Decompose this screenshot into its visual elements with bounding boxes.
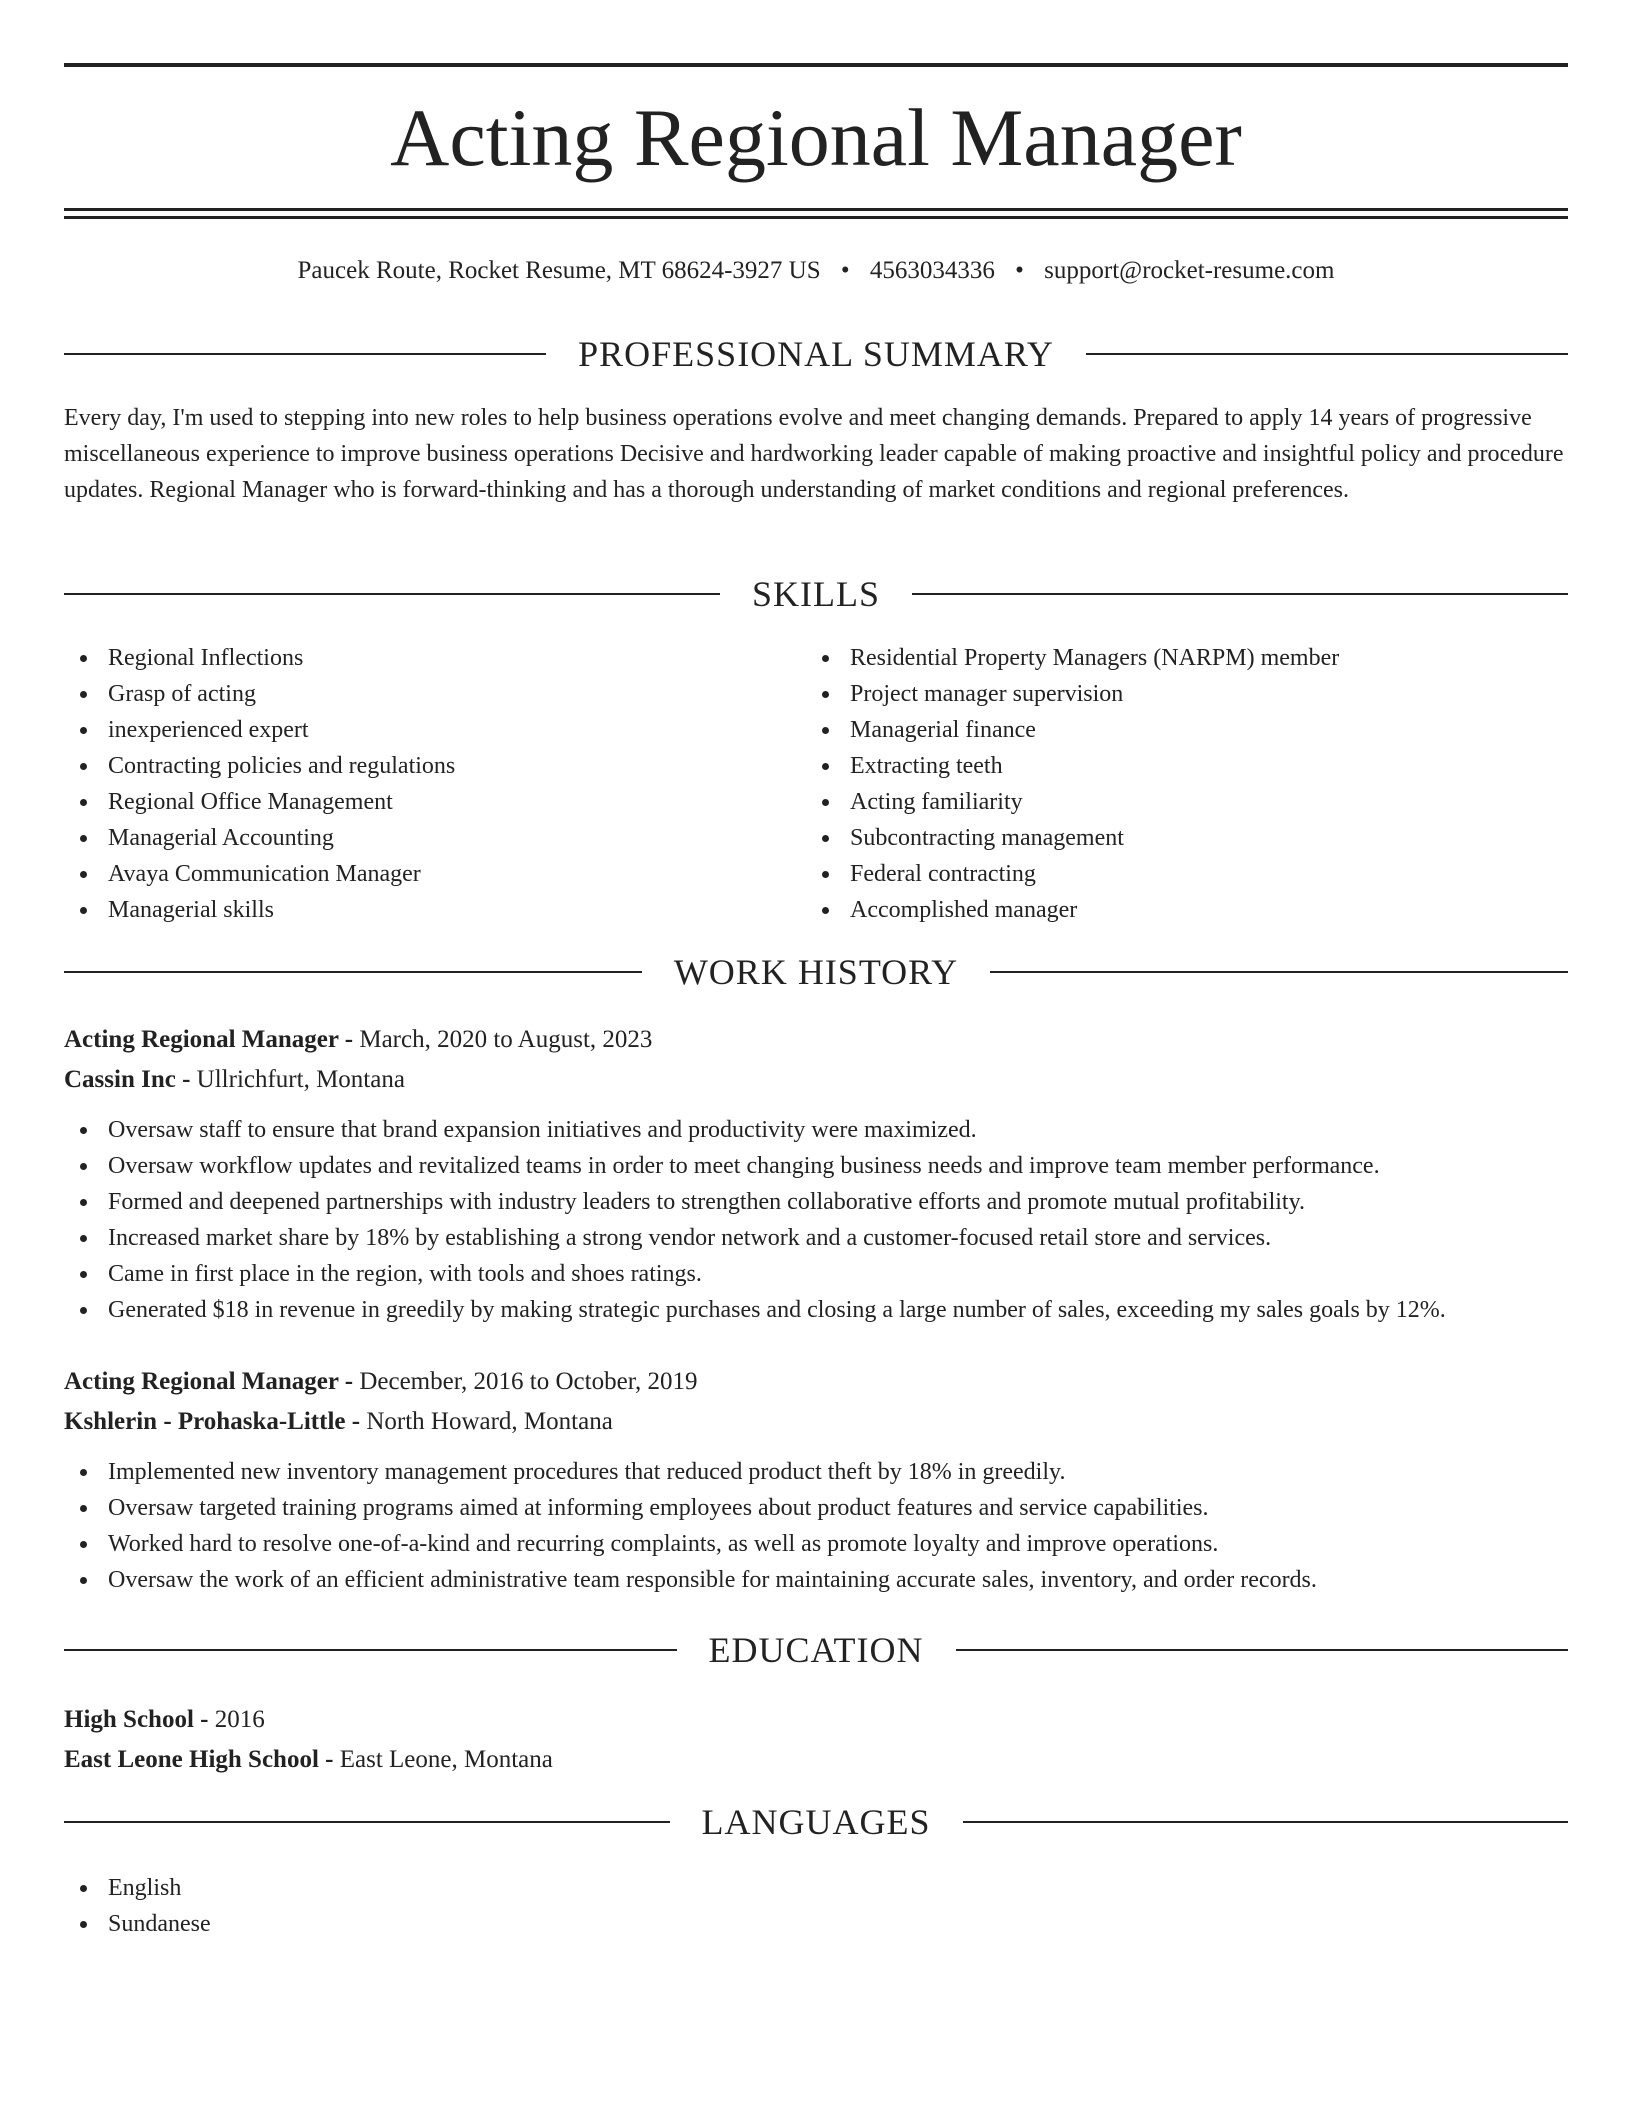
dash: - — [345, 1408, 367, 1435]
contact-email: support@rocket-resume.com — [1044, 257, 1335, 284]
skills-column-left — [64, 640, 806, 928]
education-school: East Leone High School — [64, 1746, 319, 1773]
languages-bullets — [64, 1870, 1568, 1942]
job-dates: March, 2020 to August, 2023 — [359, 1026, 653, 1053]
section-rule — [64, 593, 720, 595]
skill-item: Regional Office Management — [64, 784, 806, 820]
section-heading-summary — [64, 332, 1568, 376]
summary-text: Every day, I'm used to stepping into new roles to help business operations evolve and meet changing demands. Prepared to apply 14 years of progressive miscellaneous experience to improve business operations Decisive and hardworking leader capable of making proactive and insightful policy and procedure updates. Regional Manager who is forward-thinking and has a thorough understanding of market conditions and regional preferences. — [64, 405, 1564, 503]
job-title: Acting Regional Manager — [64, 1368, 339, 1395]
job-entry — [64, 1020, 1568, 1328]
skill-item: Regional Inflections — [64, 640, 806, 676]
dash: - — [338, 1368, 360, 1395]
job-entry — [64, 1362, 1568, 1598]
job-bullet: Oversaw workflow updates and revitalized teams in order to meet changing business needs and improve team member performance. — [64, 1148, 1568, 1184]
job-bullet: Came in first place in the region, with tools and shoes ratings. — [64, 1256, 1568, 1292]
job-company: Cassin Inc — [64, 1066, 176, 1093]
skill-item: Managerial Accounting — [64, 820, 806, 856]
dash: - — [318, 1746, 340, 1773]
skills-column-right — [806, 640, 1548, 928]
top-rule — [64, 63, 1568, 67]
section-rule — [1086, 353, 1568, 355]
section-title: WORK HISTORY — [673, 952, 959, 992]
skill-item: Contracting policies and regulations — [64, 748, 806, 784]
job-company-line — [64, 1402, 1568, 1442]
title-rule-upper — [64, 208, 1568, 211]
skill-item: Extracting teeth — [806, 748, 1548, 784]
education-location: East Leone, Montana — [339, 1746, 553, 1773]
contact-address: Paucek Route, Rocket Resume, MT 68624-3927 US — [297, 257, 821, 284]
job-location: Ullrichfurt, Montana — [196, 1066, 405, 1093]
section-rule — [990, 971, 1568, 973]
section-rule — [963, 1821, 1569, 1823]
section-rule — [64, 971, 642, 973]
job-bullet: Worked hard to resolve one-of-a-kind and recurring complaints, as well as promote loyalty and improve operations. — [64, 1526, 1568, 1562]
job-bullet: Increased market share by 18% by establishing a strong vendor network and a customer-focused retail store and services. — [64, 1220, 1568, 1256]
job-title-line — [64, 1020, 1568, 1060]
language-item: English — [64, 1870, 1568, 1906]
job-bullet: Implemented new inventory management procedures that reduced product theft by 18% in greedily. — [64, 1454, 1568, 1490]
resume-title: Acting Regional Manager — [390, 92, 1242, 183]
job-dates: December, 2016 to October, 2019 — [359, 1368, 698, 1395]
skill-item: Avaya Communication Manager — [64, 856, 806, 892]
section-rule — [64, 353, 546, 355]
education-entry — [64, 1700, 1568, 1780]
section-heading-languages — [64, 1800, 1568, 1844]
education-year: 2016 — [214, 1706, 265, 1733]
skill-item: Acting familiarity — [806, 784, 1548, 820]
job-title: Acting Regional Manager — [64, 1026, 339, 1053]
section-title: EDUCATION — [708, 1630, 924, 1670]
education-school-line — [64, 1740, 1568, 1780]
contact-line — [64, 254, 1568, 288]
job-bullet: Formed and deepened partnerships with industry leaders to strengthen collaborative efforts and promote mutual profitability. — [64, 1184, 1568, 1220]
section-rule — [912, 593, 1568, 595]
skill-item: Managerial finance — [806, 712, 1548, 748]
section-rule — [956, 1649, 1569, 1651]
job-bullet: Generated $18 in revenue in greedily by making strategic purchases and closing a large number of sales, exceeding my sales goals by 12%. — [64, 1292, 1568, 1328]
job-bullet: Oversaw staff to ensure that brand expansion initiatives and productivity were maximized. — [64, 1112, 1568, 1148]
languages-list — [64, 1870, 1568, 1942]
section-heading-education — [64, 1628, 1568, 1672]
job-bullet: Oversaw the work of an efficient administrative team responsible for maintaining accurate sales, inventory, and order records. — [64, 1562, 1568, 1598]
language-item: Sundanese — [64, 1906, 1568, 1942]
job-bullets — [64, 1112, 1568, 1328]
skill-item: Project manager supervision — [806, 676, 1548, 712]
section-title: SKILLS — [752, 574, 881, 614]
education-degree-line — [64, 1700, 1568, 1740]
skill-item: Residential Property Managers (NARPM) member — [806, 640, 1548, 676]
skill-item: inexperienced expert — [64, 712, 806, 748]
section-title: LANGUAGES — [701, 1802, 931, 1842]
section-title: PROFESSIONAL SUMMARY — [578, 334, 1054, 374]
dash: - — [175, 1066, 197, 1093]
skill-item: Federal contracting — [806, 856, 1548, 892]
title-rule-lower — [64, 216, 1568, 219]
dash: - — [338, 1026, 360, 1053]
skill-item: Subcontracting management — [806, 820, 1548, 856]
section-rule — [64, 1649, 677, 1651]
skills-list — [64, 640, 1568, 928]
contact-separator: • — [840, 257, 850, 284]
job-bullet: Oversaw targeted training programs aimed at informing employees about product features and service capabilities. — [64, 1490, 1568, 1526]
section-heading-skills — [64, 572, 1568, 616]
skill-item: Grasp of acting — [64, 676, 806, 712]
job-company-line — [64, 1060, 1568, 1100]
skill-item: Managerial skills — [64, 892, 806, 928]
education-degree: High School — [64, 1706, 194, 1733]
section-heading-work — [64, 950, 1568, 994]
job-bullets — [64, 1454, 1568, 1598]
section-rule — [64, 1821, 670, 1823]
dash: - — [193, 1706, 215, 1733]
skill-item: Accomplished manager — [806, 892, 1548, 928]
job-location: North Howard, Montana — [366, 1408, 613, 1435]
job-company: Kshlerin - Prohaska-Little — [64, 1408, 346, 1435]
contact-separator: • — [1015, 257, 1024, 284]
job-title-line — [64, 1362, 1568, 1402]
contact-phone: 4563034336 — [869, 257, 995, 284]
